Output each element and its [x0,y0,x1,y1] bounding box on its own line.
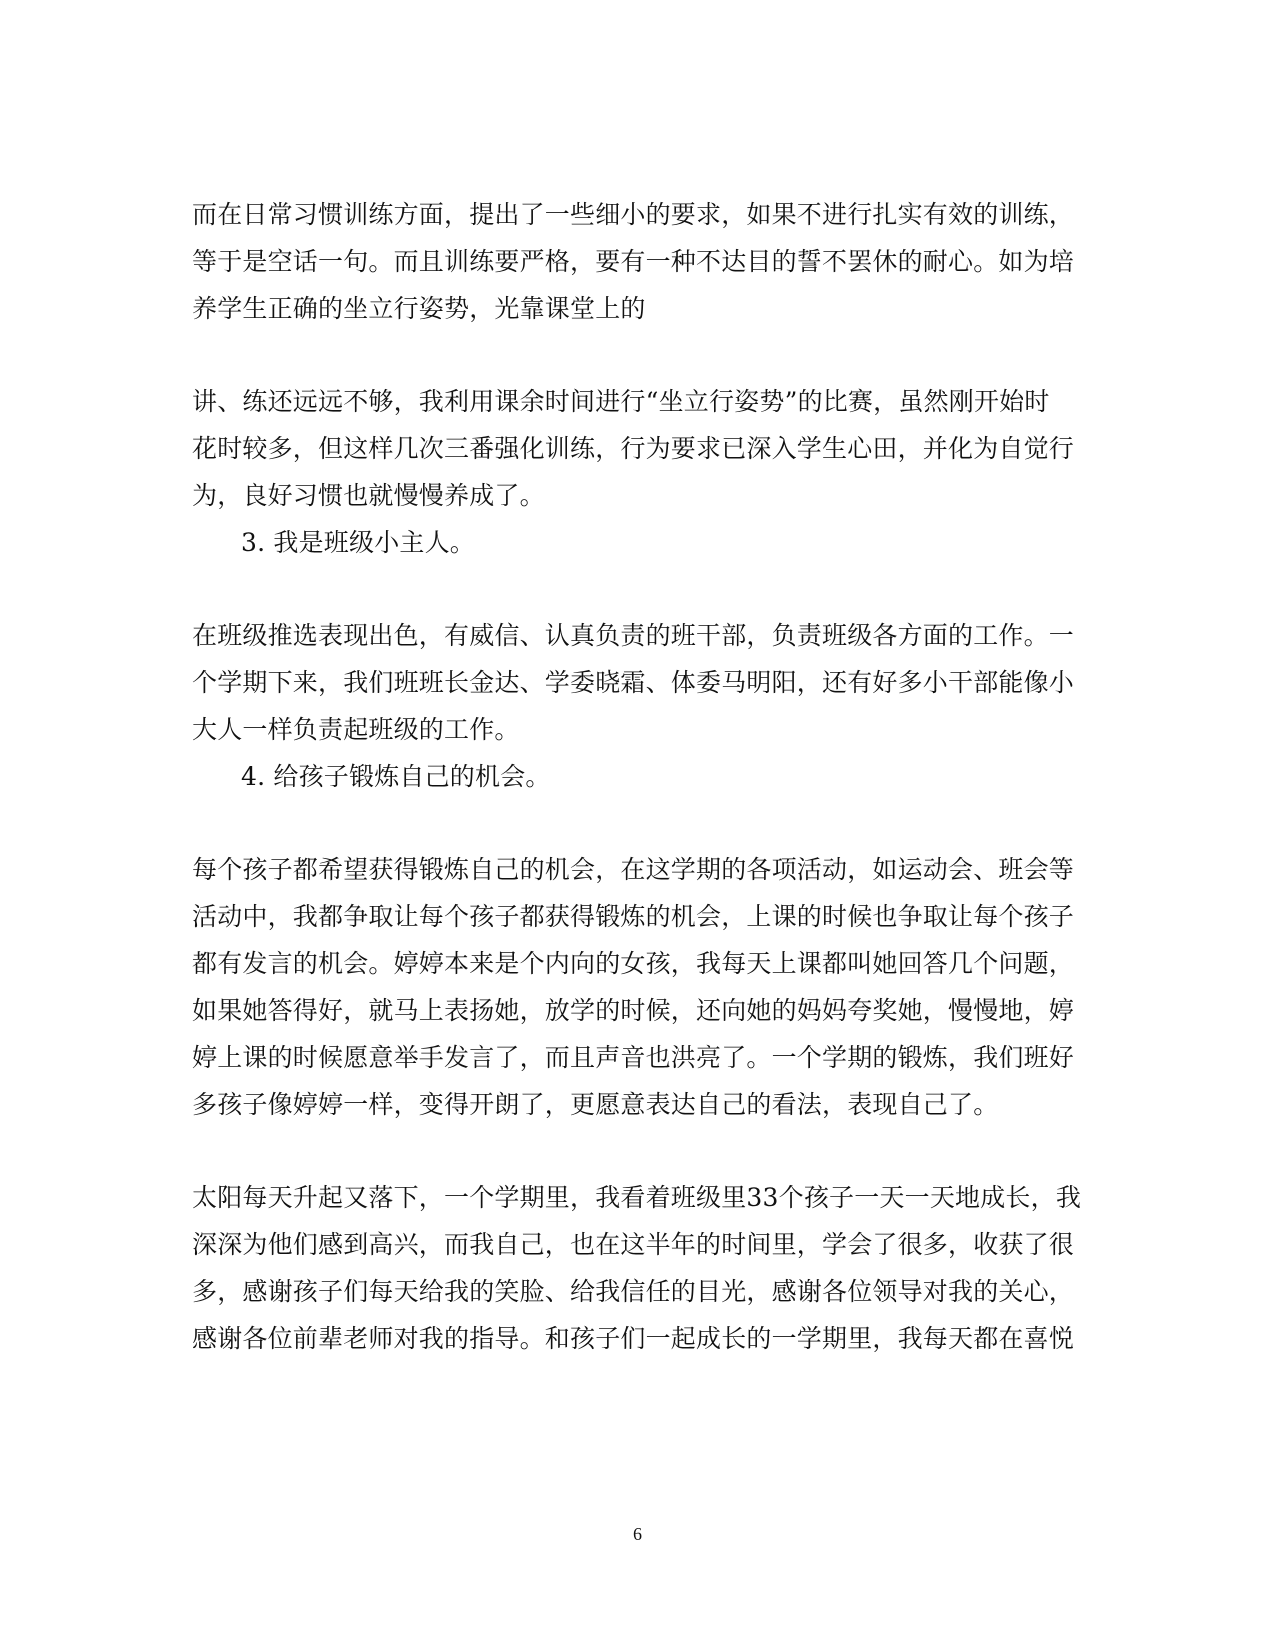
paragraph-4-line-2: 活动中，我都争取让每个孩子都获得锻炼的机会，上课的时候也争取让每个孩子 [192,902,1075,931]
paragraph-2-line-2: 花时较多，但这样几次三番强化训练，行为要求已深入学生心田，并化为自觉行 [192,434,1075,463]
section-heading-4: 4. 给孩子锻炼自己的机会。 [241,762,551,791]
paragraph-4-line-6: 多孩子像婷婷一样，变得开朗了，更愿意表达自己的看法，表现自己了。 [192,1090,999,1119]
paragraph-5-line-1: 太阳每天升起又落下，一个学期里，我看着班级里33个孩子一天一天地成长，我 [192,1183,1082,1212]
paragraph-4-line-4: 如果她答得好，就马上表扬她，放学的时候，还向她的妈妈夸奖她，慢慢地，婷 [192,996,1075,1025]
paragraph-2-line-1: 讲、练还远远不够，我利用课余时间进行“坐立行姿势”的比赛，虽然刚开始时 [192,387,1050,416]
paragraph-3-line-1: 在班级推选表现出色，有威信、认真负责的班干部，负责班级各方面的工作。一 [192,621,1075,650]
paragraph-1-line-2: 等于是空话一句。而且训练要严格，要有一种不达目的誓不罢休的耐心。如为培 [192,247,1075,276]
paragraph-5-line-3: 多，感谢孩子们每天给我的笑脸、给我信任的目光，感谢各位领导对我的关心， [192,1277,1075,1306]
paragraph-5-line-2: 深深为他们感到高兴，而我自己，也在这半年的时间里，学会了很多，收获了很 [192,1230,1075,1259]
paragraph-4-line-3: 都有发言的机会。婷婷本来是个内向的女孩，我每天上课都叫她回答几个问题， [192,949,1075,978]
paragraph-1-line-1: 而在日常习惯训练方面，提出了一些细小的要求，如果不进行扎实有效的训练， [192,200,1075,229]
paragraph-1-line-3: 养学生正确的坐立行姿势，光靠课堂上的 [192,294,646,323]
paragraph-5-line-4: 感谢各位前辈老师对我的指导。和孩子们一起成长的一学期里，我每天都在喜悦 [192,1324,1075,1353]
paragraph-4-line-5: 婷上课的时候愿意举手发言了，而且声音也洪亮了。一个学期的锻炼，我们班好 [192,1043,1075,1072]
paragraph-3-line-3: 大人一样负责起班级的工作。 [192,715,520,744]
page-number: 6 [633,1524,642,1544]
paragraph-3-line-2: 个学期下来，我们班班长金达、学委晓霜、体委马明阳，还有好多小干部能像小 [192,668,1075,697]
paragraph-2-line-3: 为，良好习惯也就慢慢养成了。 [192,481,545,510]
section-heading-3: 3. 我是班级小主人。 [241,528,476,557]
paragraph-4-line-1: 每个孩子都希望获得锻炼自己的机会，在这学期的各项活动，如运动会、班会等 [192,855,1075,884]
